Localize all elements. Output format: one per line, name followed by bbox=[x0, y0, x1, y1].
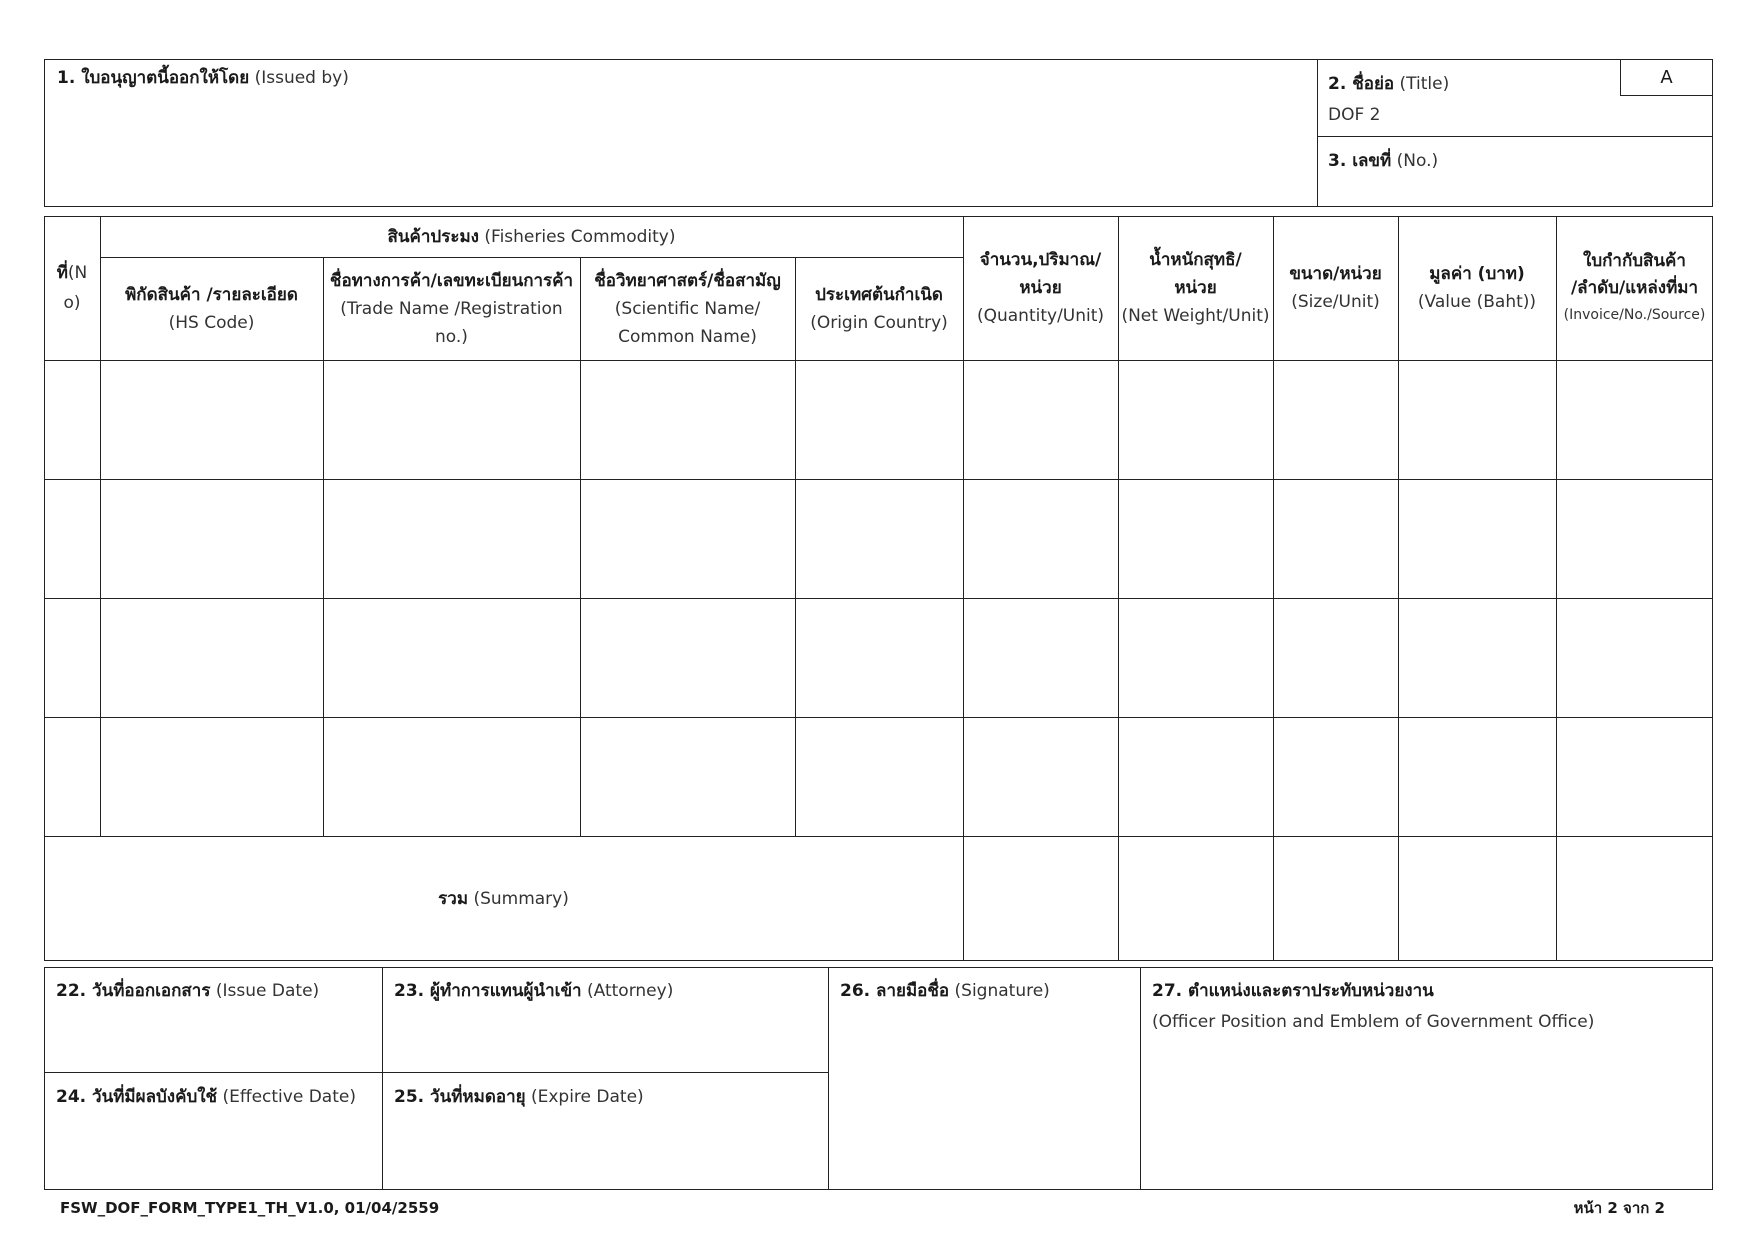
table-row bbox=[44, 717, 1713, 836]
col-hs-code-header: พิกัดสินค้า /รายละเอียด (HS Code) bbox=[125, 284, 298, 333]
col-origin-header: ประเทศต้นกำเนิด (Origin Country) bbox=[810, 284, 948, 333]
col-trade-name-header: ชื่อทางการค้า/เลขทะเบียนการค้า (Trade Name /Registration no.) bbox=[329, 270, 574, 347]
table-row bbox=[44, 479, 1713, 598]
col-net-weight-header: น้ำหนักสุทธิ/ หน่วย (Net Weight/Unit) bbox=[1121, 250, 1270, 326]
table-row bbox=[44, 598, 1713, 717]
commodity-group-header: สินค้าประมง (Fisheries Commodity) bbox=[387, 226, 676, 247]
col-quantity-header: จำนวน,ปริมาณ/ หน่วย (Quantity/Unit) bbox=[976, 250, 1105, 326]
attorney-label: 23. ผู้ทำการแทนผู้นำเข้า (Attorney) bbox=[394, 981, 674, 1001]
expire-date-label: 25. วันที่หมดอายุ (Expire Date) bbox=[394, 1087, 644, 1107]
officer-label: 27. ตำแหน่งและตราประทับหน่วยงาน bbox=[1152, 981, 1434, 1001]
page-number: หน้า 2 จาก 2 bbox=[1573, 1199, 1665, 1217]
form-id: FSW_DOF_FORM_TYPE1_TH_V1.0, 01/04/2559 bbox=[60, 1199, 440, 1217]
col-invoice-header: ใบกำกับสินค้า /ลำดับ/แหล่งที่มา (Invoice/No./Source) bbox=[1563, 250, 1706, 323]
signature-label: 26. ลายมือชื่อ (Signature) bbox=[840, 981, 1050, 1001]
col-scientific-name-header: ชื่อวิทยาศาสตร์/ชื่อสามัญ (Scientific Name/ Common Name) bbox=[594, 270, 781, 347]
issued-by-label: 1. ใบอนุญาตนี้ออกให้โดย (Issued by) bbox=[57, 68, 349, 88]
title-code: A bbox=[1660, 66, 1673, 88]
summary-label: รวม (Summary) bbox=[438, 888, 569, 909]
officer-label-en: (Officer Position and Emblem of Government Office) bbox=[1152, 1012, 1595, 1032]
number-label: 3. เลขที่ (No.) bbox=[1328, 151, 1439, 171]
col-no-header: ที่(N o) bbox=[56, 263, 88, 313]
issue-date-label: 22. วันที่ออกเอกสาร (Issue Date) bbox=[56, 981, 320, 1001]
title-value: DOF 2 bbox=[1328, 105, 1381, 125]
table-row bbox=[44, 360, 1713, 479]
title-label: 2. ชื่อย่อ (Title) bbox=[1328, 74, 1450, 94]
effective-date-label: 24. วันที่มีผลบังคับใช้ (Effective Date) bbox=[56, 1087, 356, 1107]
col-value-header: มูลค่า (บาท) (Value (Baht)) bbox=[1417, 264, 1537, 312]
col-size-header: ขนาด/หน่วย (Size/Unit) bbox=[1289, 264, 1382, 312]
